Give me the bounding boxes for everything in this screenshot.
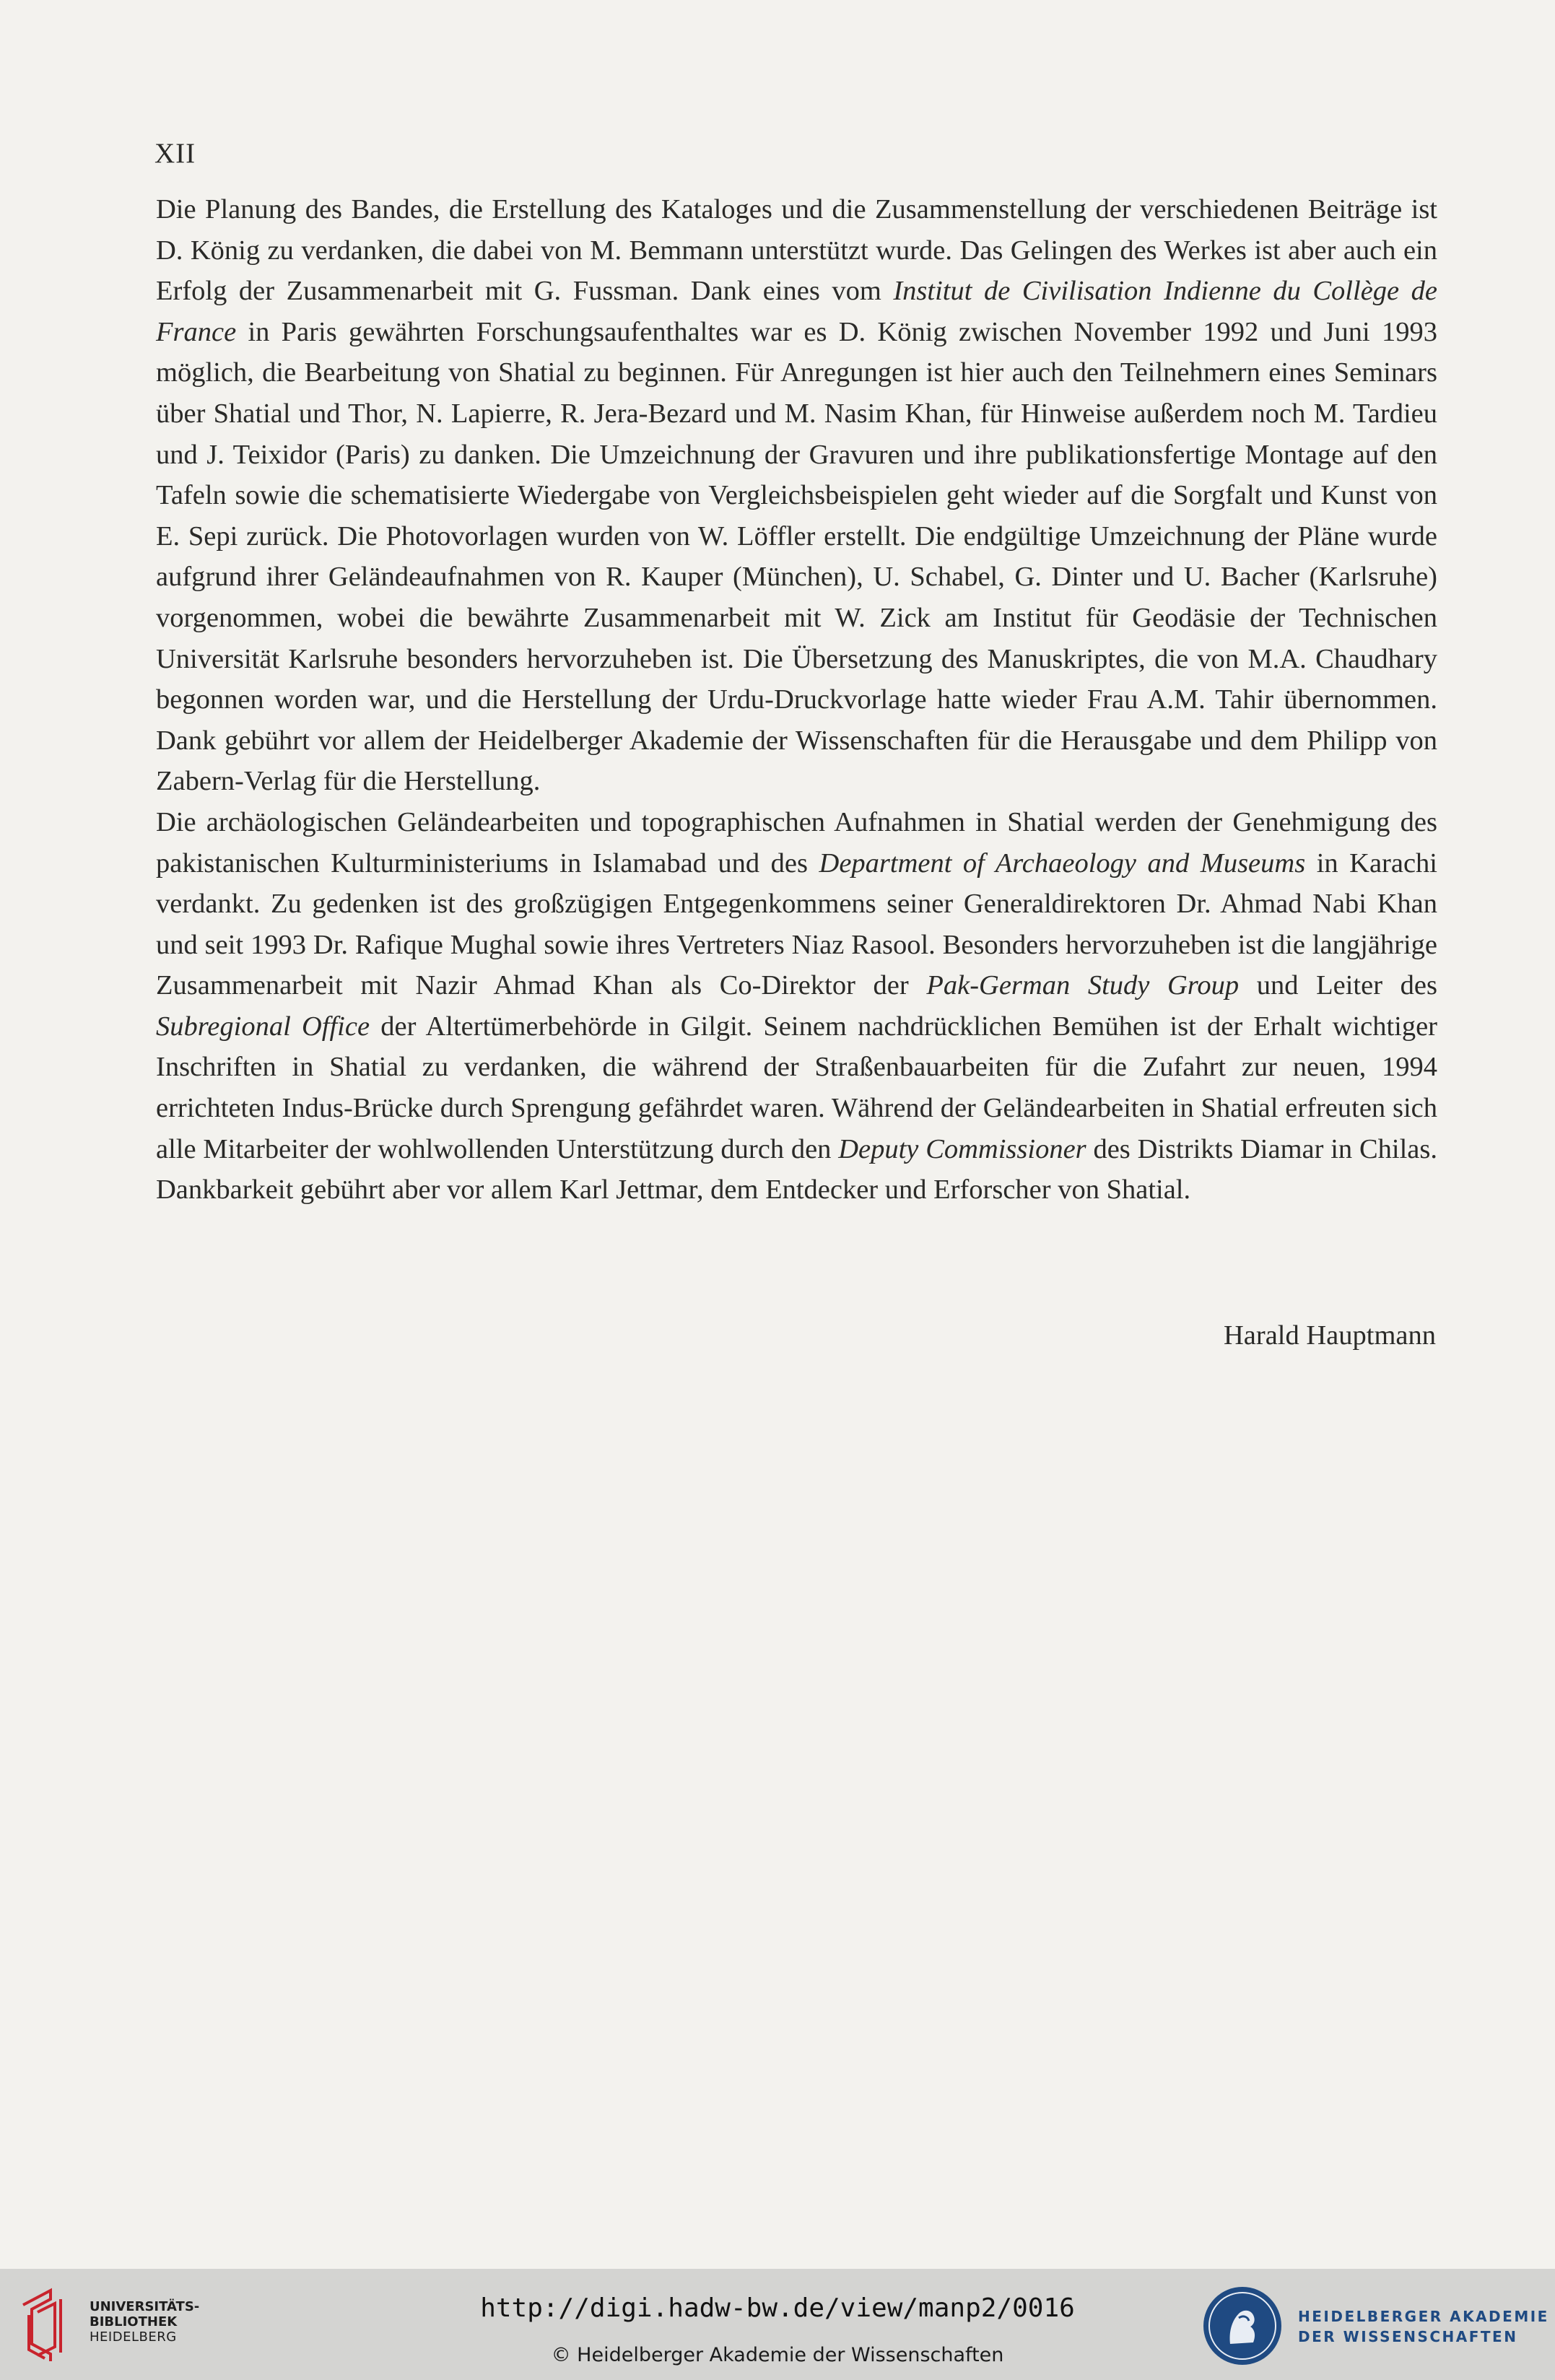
academy-name: [1298, 2306, 1549, 2347]
page-body: [156, 189, 1437, 1211]
paragraph: [156, 189, 1437, 802]
source-url-link[interactable]: http://digi.hadw-bw.de/view/manp2/0016: [480, 2293, 1075, 2323]
italic-text: Deputy Commissioner: [838, 1133, 1086, 1164]
author-signature: Harald Hauptmann: [1224, 1320, 1436, 1351]
text-run: und Leiter des: [1239, 970, 1437, 1001]
academy-name-line-2: DER WISSENSCHAFTEN: [1298, 2328, 1518, 2345]
library-name-line-3: HEIDELBERG: [90, 2329, 177, 2345]
library-name-line-1: UNIVERSITÄTS-: [90, 2299, 200, 2314]
text-run: der Altertümerbehörde in Gilgit. Seinem nachdrücklichen Bemühen ist der Erhalt wichtiger Inschriften in Shatial zu verdanken, die während der Straßenbauarbeiten für die Zufahrt zur neuen, 1994 errichteten Indus-Brücke durch Sprengung gefährdet waren. Während der Geländearbeiten in Shatial erfreuten sich alle Mitarbeiter der wohlwollenden Unterstützung durch den: [156, 1011, 1437, 1164]
footer-bar: [0, 2269, 1555, 2380]
academy-seal-icon: [1201, 2285, 1284, 2367]
text-run: in Karachi verdankt. Zu gedenken ist des großzügigen Entgegenkommens seiner Generaldirektoren Dr. Ahmad Nabi Khan und seit 1993 Dr. Rafique Mughal sowie ihres Vertreters Niaz Rasool. Besonders hervorzuheben ist die langjährige Zusammenarbeit mit Nazir Ahmad Khan als Co-Direktor der: [156, 847, 1437, 1001]
italic-text: Subregional Office: [156, 1011, 370, 1042]
page-number: XII: [154, 138, 196, 169]
text-run: in Paris gewährten Forschungsaufenthaltes war es D. König zwischen November 1992 und Juni 1993 möglich, die Bearbeitung von Shatial zu beginnen. Für Anregungen ist hier auch den Teilnehmern eines Seminars über Shatial und Thor, N. Lapierre, R. Jera-Bezard und M. Nasim Khan, für Hinweise außerdem noch M. Tardieu und J. Teixidor (Paris) zu danken. Die Umzeichnung der Gravuren und ihre publikationsfertige Montage auf den Tafeln sowie die schematisierte Wiedergabe von Vergleichsbeispielen geht wieder auf die Sorgfalt und Kunst von E. Sepi zurück. Die Photovorlagen wurden von W. Löffler erstellt. Die endgültige Umzeichnung der Pläne wurde aufgrund ihrer Geländeaufnahmen von R. Kauper (München), U. Schabel, G. Dinter und U. Bacher (Karlsruhe) vorgenommen, wobei die bewährte Zusammenarbeit mit W. Zick am Institut für Geodäsie der Technischen Universität Karlsruhe besonders hervorzuheben ist. Die Übersetzung des Manuskriptes, die von M.A. Chaudhary begonnen worden war, und die Herstellung der Urdu-Druckvorlage hatte wieder Frau A.M. Tahir übernommen. Dank gebührt vor allem der Heidelberger Akademie der Wissenschaften für die Herausgabe und dem Philipp von Zabern-Verlag für die Herstellung.: [156, 316, 1437, 797]
academy-name-line-1: HEIDELBERGER AKADEMIE: [1298, 2308, 1549, 2325]
paragraph: [156, 802, 1437, 1211]
text-run: Die archäologischen Geländearbeiten und topographischen Aufnahmen in Shatial werden der Genehmigung des pakistanischen Kulturministeriums in Islamabad und des: [156, 806, 1437, 879]
text-run: Die Planung des Bandes, die Erstellung des Kataloges und die Zusammenstellung der verschiedenen Beiträge ist D. König zu verdanken, die dabei von M. Bemmann unterstützt wurde. Das Gelingen des Werkes ist aber auch ein Erfolg der Zusammenarbeit mit G. Fussman. Dank eines vom: [156, 194, 1437, 307]
copyright-notice: © Heidelberger Akademie der Wissenschaften: [551, 2344, 1004, 2366]
italic-text: Department of Archaeology and Museums: [819, 847, 1306, 879]
italic-text: Institut de Civilisation Indienne du Collège de France: [156, 276, 1437, 347]
library-name-line-2: BIBLIOTHEK: [90, 2314, 178, 2329]
text-run: des Distrikts Diamar in Chilas. Dankbarkeit gebührt aber vor allem Karl Jettmar, dem Entdecker und Erforscher von Shatial.: [156, 1133, 1437, 1206]
italic-text: Pak-German Study Group: [926, 970, 1240, 1001]
